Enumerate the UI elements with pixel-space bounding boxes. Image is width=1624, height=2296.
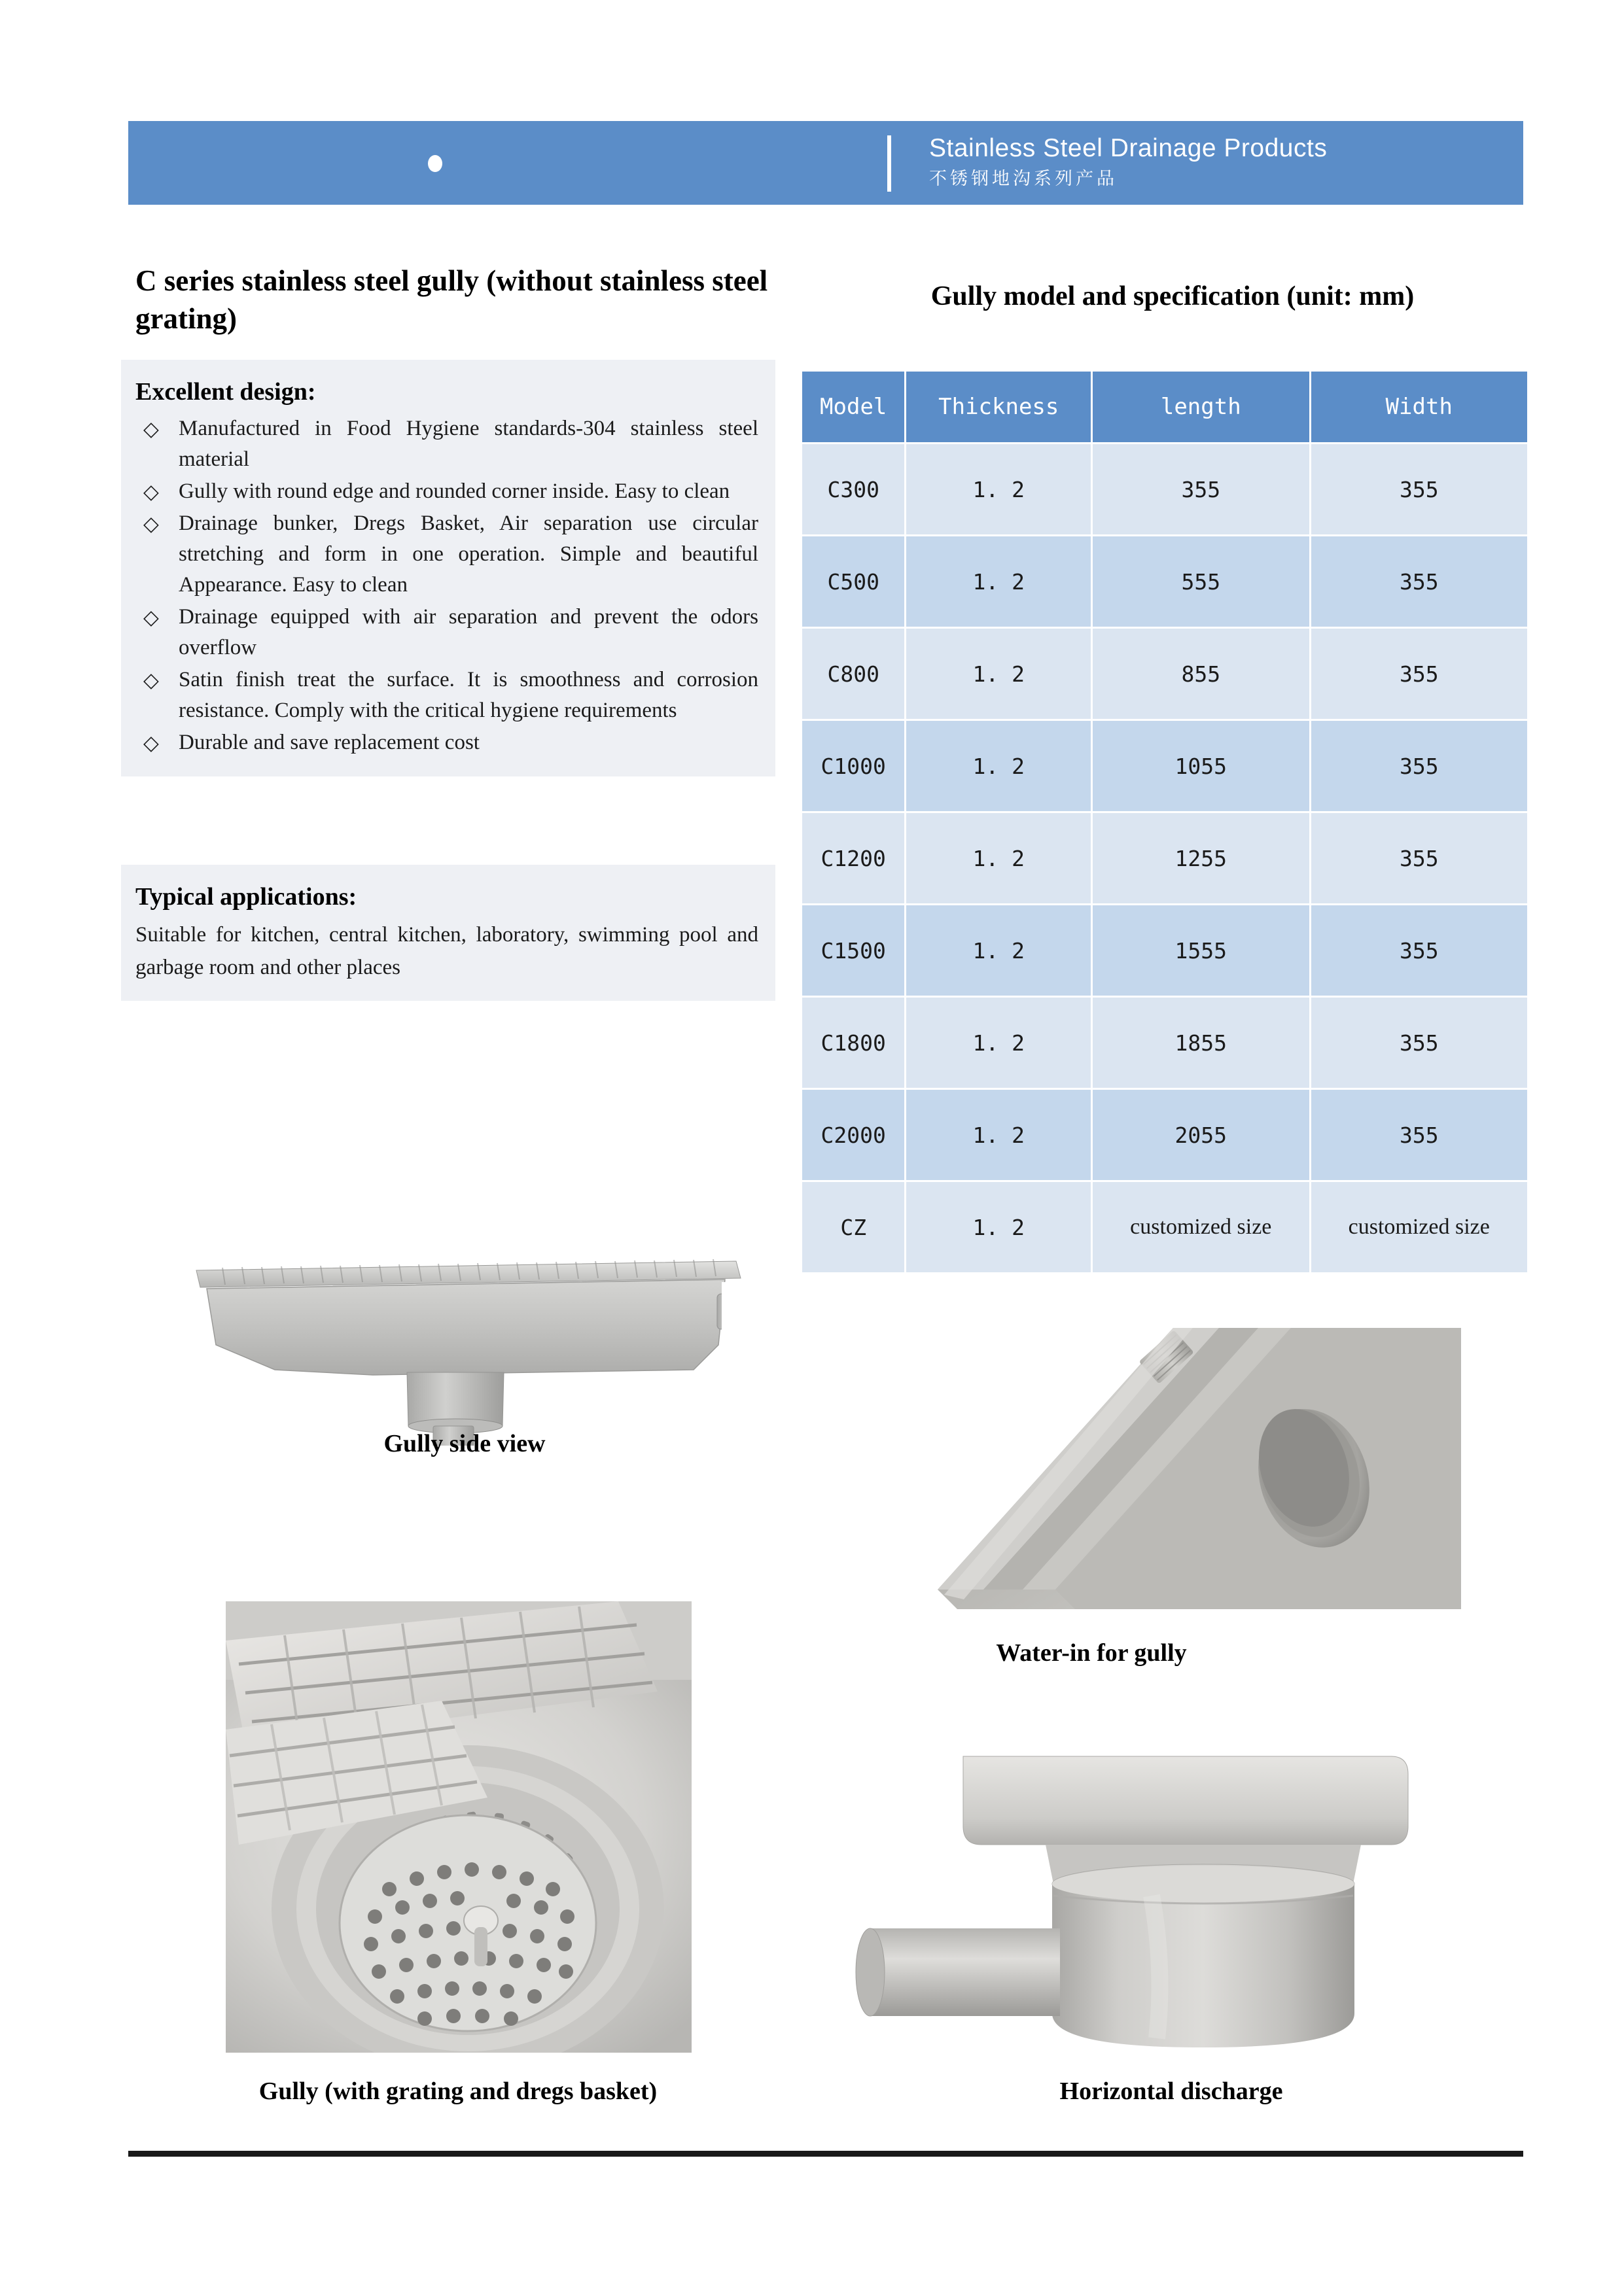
feature-text: Gully with round edge and rounded corner inside. Easy to clean [179, 479, 730, 503]
cell-length: customized size [1093, 1182, 1309, 1272]
cell-model: C2000 [802, 1090, 904, 1180]
gully-with-grating-and-dregs-basket-image [226, 1601, 692, 2053]
diamond-bullet-icon: ◇ [143, 669, 159, 691]
cell-length: 1855 [1093, 998, 1309, 1088]
caption-gully-with-grating-and-dregs-basket: Gully (with grating and dregs basket) [258, 2078, 658, 2105]
header-text-block [929, 131, 1327, 193]
diamond-bullet-icon: ◇ [143, 480, 159, 503]
cell-width: 355 [1311, 1090, 1527, 1180]
diamond-bullet-icon: ◇ [143, 606, 159, 629]
cell-thickness: 1. 2 [906, 998, 1091, 1088]
cell-length: 855 [1093, 629, 1309, 719]
typical-applications-panel [121, 865, 775, 1001]
table-row [802, 444, 1527, 534]
cell-width: 355 [1311, 444, 1527, 534]
feature-list-item [135, 413, 758, 475]
left-column [121, 262, 775, 1001]
caption-gully-side-view: Gully side view [383, 1430, 546, 1457]
spec-table-title: Gully model and specification (unit: mm) [930, 281, 1415, 311]
table-row [802, 721, 1527, 811]
feature-text: Durable and save replacement cost [179, 731, 480, 754]
excellent-design-heading: Excellent design: [135, 378, 316, 406]
header-title-chinese: 不锈钢地沟系列产品 [929, 169, 1118, 189]
table-row [802, 813, 1527, 903]
diamond-bullet-icon: ◇ [143, 512, 159, 535]
cell-thickness: 1. 2 [906, 536, 1091, 627]
cell-length: 355 [1093, 444, 1309, 534]
feature-text: Satin finish treat the surface. It is smoothness and corrosion resistance. Comply with the critical hygiene requirements [179, 668, 758, 722]
header-divider [887, 135, 891, 192]
footer-rule [128, 2151, 1523, 2157]
table-header-row [802, 372, 1527, 442]
cell-model: C1000 [802, 721, 904, 811]
cell-width: customized size [1311, 1182, 1527, 1272]
table-row [802, 536, 1527, 627]
caption-water-in-for-gully: Water-in for gully [996, 1639, 1187, 1667]
diamond-bullet-icon: ◇ [143, 731, 159, 754]
cell-model: C1500 [802, 905, 904, 996]
table-row [802, 998, 1527, 1088]
cell-width: 355 [1311, 905, 1527, 996]
cell-length: 1055 [1093, 721, 1309, 811]
diamond-bullet-icon: ◇ [143, 417, 159, 440]
cell-width: 355 [1311, 536, 1527, 627]
spec-table [800, 370, 1529, 1274]
cell-model: C500 [802, 536, 904, 627]
feature-list-item [135, 665, 758, 726]
cell-model: C300 [802, 444, 904, 534]
cell-thickness: 1. 2 [906, 721, 1091, 811]
cell-model: C800 [802, 629, 904, 719]
feature-list-item [135, 602, 758, 663]
caption-horizontal-discharge: Horizontal discharge [1059, 2078, 1283, 2105]
table-row [802, 905, 1527, 996]
gully-side-view-image [177, 1230, 752, 1446]
cell-width: 355 [1311, 629, 1527, 719]
column-header-length: length [1093, 372, 1309, 442]
cell-width: 355 [1311, 721, 1527, 811]
cell-thickness: 1. 2 [906, 905, 1091, 996]
column-header-width: Width [1311, 372, 1527, 442]
cell-width: 355 [1311, 813, 1527, 903]
horizontal-discharge-image [844, 1720, 1433, 2061]
typical-applications-heading: Typical applications: [135, 883, 357, 911]
table-row [802, 629, 1527, 719]
excellent-design-panel [121, 360, 775, 776]
cell-thickness: 1. 2 [906, 629, 1091, 719]
feature-text: Manufactured in Food Hygiene standards-304 stainless steel material [179, 417, 758, 471]
typical-applications-text: Suitable for kitchen, central kitchen, laboratory, swimming pool and garbage room and other places [135, 923, 758, 979]
feature-list-item [135, 727, 758, 758]
column-header-thickness: Thickness [906, 372, 1091, 442]
cell-model: CZ [802, 1182, 904, 1272]
cell-model: C1800 [802, 998, 904, 1088]
page-header-banner [128, 121, 1523, 205]
cell-width: 355 [1311, 998, 1527, 1088]
page-title: C series stainless steel gully (without stainless steel grating) [135, 264, 768, 335]
cell-thickness: 1. 2 [906, 444, 1091, 534]
table-row [802, 1090, 1527, 1180]
feature-list-item [135, 476, 758, 507]
cell-length: 1555 [1093, 905, 1309, 996]
cell-thickness: 1. 2 [906, 1090, 1091, 1180]
feature-text: Drainage bunker, Dregs Basket, Air separation use circular stretching and form in one operation. Simple and beautiful Appearance. Easy to clean [179, 512, 758, 597]
column-header-model: Model [802, 372, 904, 442]
cell-length: 1255 [1093, 813, 1309, 903]
header-title-english: Stainless Steel Drainage Products [929, 134, 1328, 162]
cell-thickness: 1. 2 [906, 1182, 1091, 1272]
cell-length: 2055 [1093, 1090, 1309, 1180]
feature-text: Drainage equipped with air separation and prevent the odors overflow [179, 605, 758, 659]
cell-model: C1200 [802, 813, 904, 903]
table-row [802, 1182, 1527, 1272]
cell-length: 555 [1093, 536, 1309, 627]
water-in-for-gully-image [722, 1282, 1461, 1609]
brand-mark-icon [428, 155, 442, 172]
feature-list-item [135, 508, 758, 600]
cell-thickness: 1. 2 [906, 813, 1091, 903]
